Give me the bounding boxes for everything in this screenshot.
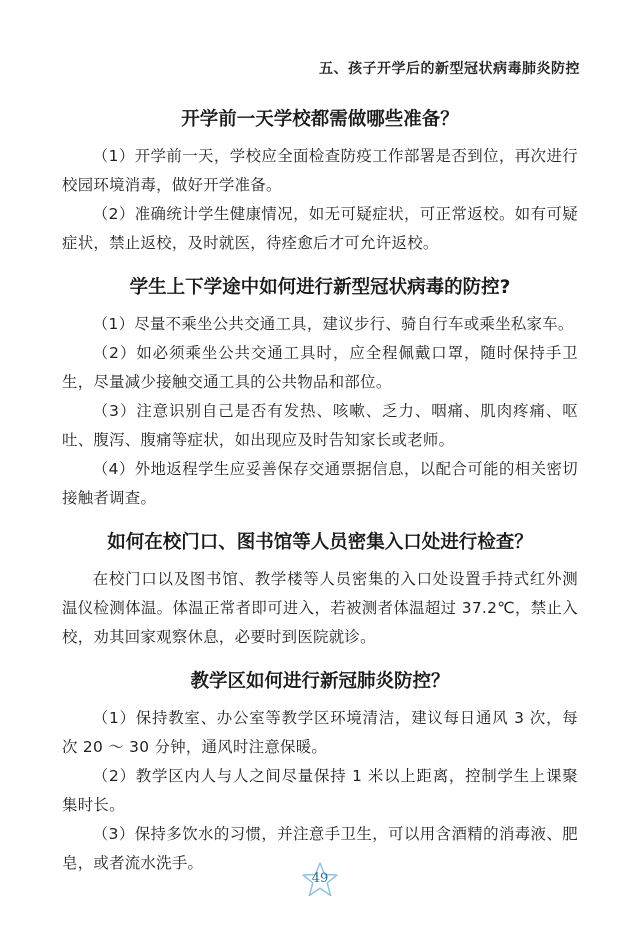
paragraph: （3）保持多饮水的习惯，并注意手卫生，可以用含酒精的消毒液、肥皂，或者流水洗手。 [62, 825, 578, 872]
paragraph: （2）准确统计学生健康情况，如无可疑症状，可正常返校。如有可疑症状，禁止返校，及时就医，待痊愈后才可允许返校。 [62, 205, 578, 252]
section-entrance-check [62, 521, 578, 652]
chapter-header: 五、孩子开学后的新型冠状病毒肺炎防控 [319, 61, 580, 77]
section-title: 教学区如何进行新冠肺炎防控？ [190, 671, 450, 692]
page-body [62, 98, 578, 886]
section-title: 开学前一天学校都需做哪些准备？ [181, 109, 459, 130]
paragraph: 在校门口以及图书馆、教学楼等人员密集的入口处设置手持式红外测温仪检测体温。体温正常者即可进入，若被测者体温超过 37.2℃，禁止入校，劝其回家观察休息，必要时到医院就诊。 [62, 570, 578, 646]
page-number: 49 [311, 871, 329, 886]
section-title: 学生上下学途中如何进行新型冠状病毒的防控? [129, 277, 511, 298]
section-title: 如何在校门口、图书馆等人员密集入口处进行检查？ [107, 532, 533, 553]
section-prep-day [62, 98, 578, 258]
page-number-badge [301, 862, 339, 898]
section-teaching-area [62, 660, 578, 878]
paragraph: （2）教学区内人与人之间尽量保持 1 米以上距离，控制学生上课聚集时长。 [62, 767, 578, 814]
paragraph: （2）如必须乘坐公共交通工具时，应全程佩戴口罩，随时保持手卫生，尽量减少接触交通工具的公共物品和部位。 [62, 344, 578, 391]
section-commute [62, 266, 578, 513]
paragraph: （1）尽量不乘坐公共交通工具，建议步行、骑自行车或乘坐私家车。 [92, 315, 574, 333]
paragraph: （1）保持教室、办公室等教学区环境清洁，建议每日通风 3 次，每次 20 ～ 30 分钟，通风时注意保暖。 [62, 709, 578, 756]
paragraph: （3）注意识别自己是否有发热、咳嗽、乏力、咽痛、肌肉疼痛、呕吐、腹泻、腹痛等症状，如出现应及时告知家长或老师。 [62, 402, 578, 449]
paragraph: （4）外地返程学生应妥善保存交通票据信息，以配合可能的相关密切接触者调查。 [62, 460, 578, 507]
paragraph: （1）开学前一天，学校应全面检查防疫工作部署是否到位，再次进行校园环境消毒，做好开学准备。 [62, 147, 578, 194]
